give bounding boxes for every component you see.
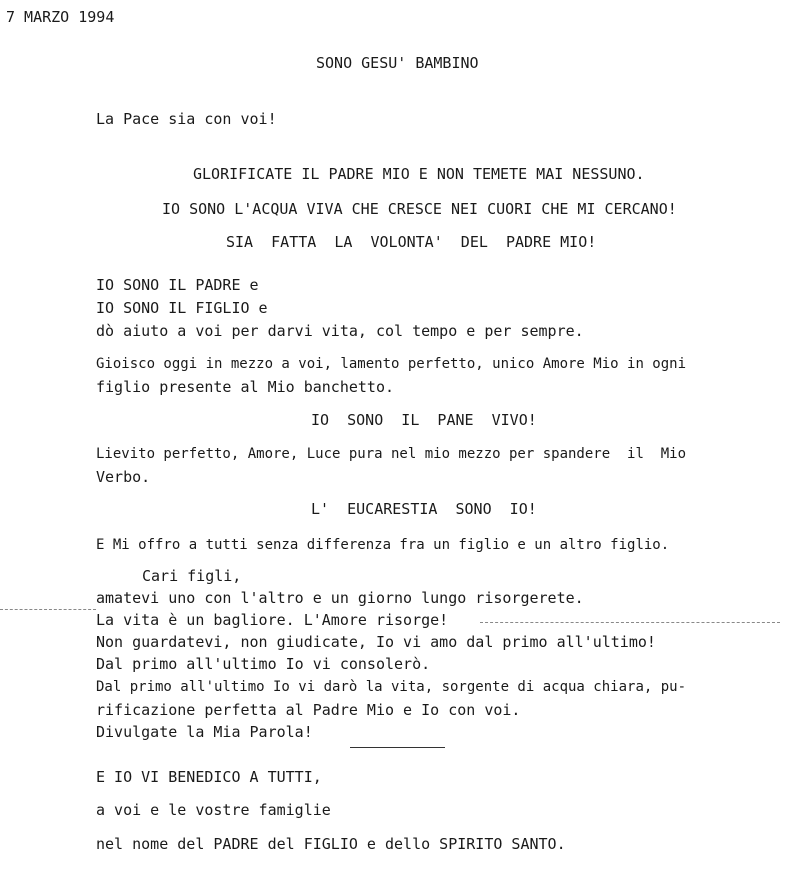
proclamation-line: GLORIFICATE IL PADRE MIO E NON TEMETE MAI NESSUNO. — [193, 165, 645, 183]
exhortation-line: Divulgate la Mia Parola! — [96, 723, 313, 741]
exhortation-line: La vita è un bagliore. L'Amore risorge! — [96, 611, 449, 629]
date-line: 7 MARZO 1994 — [6, 8, 115, 26]
leaven-line: Verbo. — [96, 468, 151, 486]
exhortation-line: Non guardatevi, non giudicate, Io vi amo dal primo all'ultimo! — [96, 633, 656, 651]
proclamation-line: IO SONO L'ACQUA VIVA CHE CRESCE NEI CUORI CHE MI CERCANO! — [162, 200, 677, 218]
bread-heading: IO SONO IL PANE VIVO! — [311, 411, 537, 429]
exhortation-line: rificazione perfetta al Padre Mio e Io con voi. — [96, 701, 521, 719]
joy-line: figlio presente al Mio banchetto. — [96, 378, 395, 396]
paste-seam-right — [480, 622, 780, 623]
page-title: SONO GESU' BAMBINO — [316, 54, 479, 72]
blessing-line: E IO VI BENEDICO A TUTTI, — [96, 768, 322, 786]
leaven-line: Lievito perfetto, Amore, Luce pura nel mio mezzo per spandere il Mio — [96, 446, 687, 462]
exhortation-line: Dal primo all'ultimo Io vi darò la vita, sorgente di acqua chiara, pu- — [96, 679, 687, 695]
offer-line: E Mi offro a tutti senza differenza fra un figlio e un altro figlio. — [96, 537, 670, 553]
blessing-line: nel nome del PADRE del FIGLIO e dello SPIRITO SANTO. — [96, 835, 566, 853]
identity-line: IO SONO IL PADRE e — [96, 276, 259, 294]
divider-rule — [350, 747, 445, 748]
paste-seam-left — [0, 609, 96, 610]
greeting-line: La Pace sia con voi! — [96, 110, 277, 128]
eucharist-heading: L' EUCARESTIA SONO IO! — [311, 500, 537, 518]
identity-line: dò aiuto a voi per darvi vita, col tempo e per sempre. — [96, 322, 584, 340]
blessing-line: a voi e le vostre famiglie — [96, 801, 331, 819]
joy-line: Gioisco oggi in mezzo a voi, lamento perfetto, unico Amore Mio in ogni — [96, 356, 687, 372]
exhortation-line: Dal primo all'ultimo Io vi consolerò. — [96, 655, 431, 673]
proclamation-line: SIA FATTA LA VOLONTA' DEL PADRE MIO! — [226, 233, 597, 251]
identity-line: IO SONO IL FIGLIO e — [96, 299, 268, 317]
exhortation-line: amatevi uno con l'altro e un giorno lungo risorgerete. — [96, 589, 584, 607]
address-line: Cari figli, — [142, 567, 242, 585]
